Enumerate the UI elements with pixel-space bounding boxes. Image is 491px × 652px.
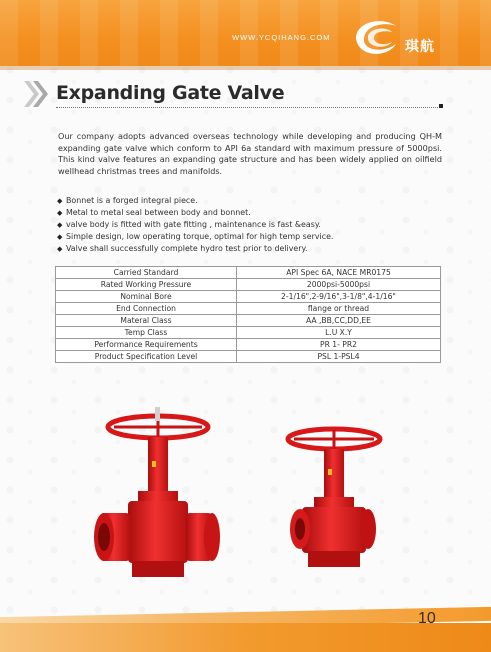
feature-item [57,243,333,255]
feature-text: Metal to metal seal between body and bonnet. [66,208,251,217]
feature-text: Valve shall successfully complete hydro test prior to delivery. [66,244,308,253]
feature-text: Bonnet is a forged integral piece. [66,196,198,205]
table-row [56,351,441,363]
page-number: 10 [418,610,436,627]
header-shadow [0,66,491,70]
feature-item [57,195,333,207]
spec-value: flange or thread [237,303,441,315]
diamond-bullet-icon: ◆ [57,245,63,253]
spec-value: L.U X.Y [237,327,441,339]
intro-paragraph: Our company adopts advanced overseas technology while developing and producing QH-M expanding gate valve which conform to API 6a standard with maximum pressure of 5000psi. This kind valve features an expanding gate structure and has been widely applied on oilfield wellhead christmas trees and manifolds. [58,131,442,176]
website-url[interactable]: WWW.YCQIHANG.COM [232,33,331,42]
table-row [56,279,441,291]
spec-value: PSL 1-PSL4 [237,351,441,363]
spec-value: 2-1/16",2-9/16",3-1/8",4-1/16" [237,291,441,303]
feature-list [57,195,333,255]
spec-value: PR 1- PR2 [237,339,441,351]
spec-table [55,266,441,363]
feature-text: valve body is fitted with gate fitting , maintenance is fast &easy. [66,220,321,229]
table-row [56,315,441,327]
spec-label: Rated Working Pressure [56,279,237,291]
header-band [0,0,491,66]
diamond-bullet-icon: ◆ [57,233,63,241]
feature-item [57,219,333,231]
spec-label: Carried Standard [56,267,237,279]
spec-label: Product Specification Level [56,351,237,363]
table-row [56,267,441,279]
spec-value: AA ,BB,CC,DD,EE [237,315,441,327]
title-divider [56,107,438,108]
spec-label: Temp Class [56,327,237,339]
diamond-bullet-icon: ◆ [57,221,63,229]
spec-label: Materal Class [56,315,237,327]
feature-text: Simple design, low operating torque, optimal for high temp service. [66,232,334,241]
threaded-gate-valve-image [280,425,388,573]
table-row [56,339,441,351]
spec-label: Performance Requirements [56,339,237,351]
spec-label: Nominal Bore [56,291,237,303]
spec-label: End Connection [56,303,237,315]
brand-text: 琪航 [405,39,435,55]
qihang-logo-icon [352,14,402,58]
feature-item [57,207,333,219]
diamond-bullet-icon: ◆ [57,209,63,217]
flanged-gate-valve-image [92,407,222,583]
spec-value: 2000psi-5000psi [237,279,441,291]
spec-value: API Spec 6A, NACE MR0175 [237,267,441,279]
table-row [56,291,441,303]
feature-item [57,231,333,243]
title-rule-endmark [439,104,443,108]
table-row [56,327,441,339]
double-chevron-icon [22,79,50,109]
diamond-bullet-icon: ◆ [57,197,63,205]
table-row [56,303,441,315]
page-title: Expanding Gate Valve [56,82,285,104]
